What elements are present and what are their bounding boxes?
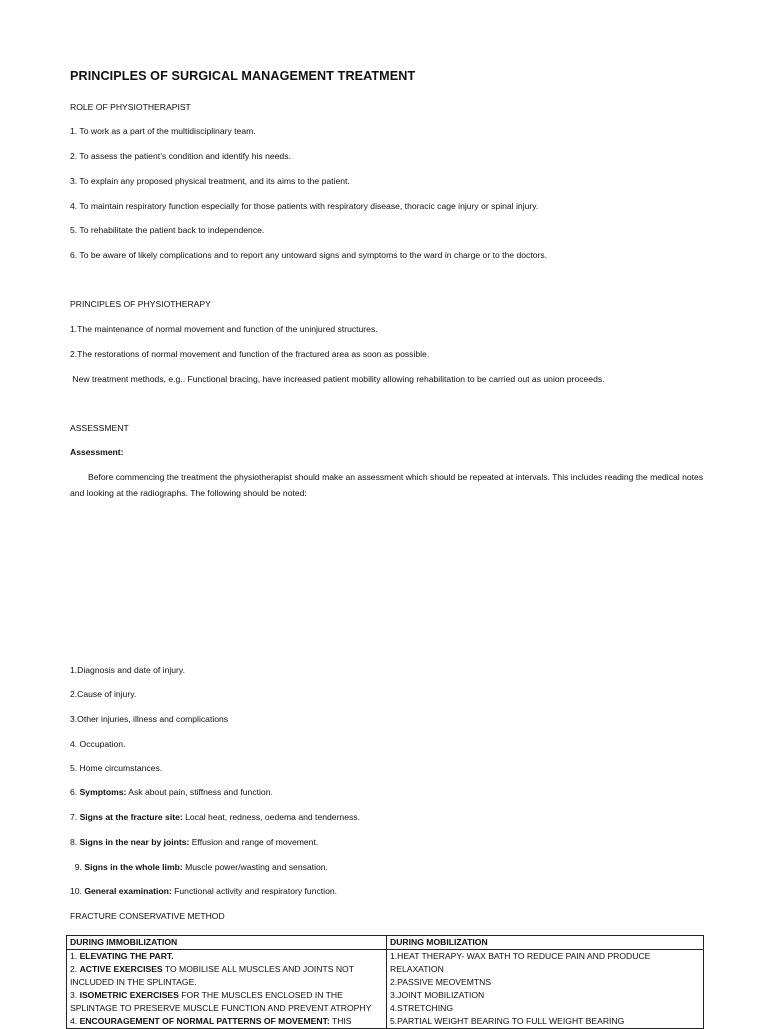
immobilization-line: 3. ISOMETRIC EXERCISES FOR THE MUSCLES ENCLOSED IN THE xyxy=(70,990,343,1000)
assessment-paragraph: Before commencing the treatment the physiotherapist should make an assessment which should be repeated at intervals. This includes reading the medical notes and looking at the radiographs. The following should be noted: xyxy=(70,472,704,498)
immobilization-line: SPLINTAGE TO PRESERVE MUSCLE FUNCTION AND PREVENT ATROPHY xyxy=(70,1003,372,1013)
assessment-item: 3.Other injuries, illness and complications xyxy=(70,714,229,724)
principles-item: 2.The restorations of normal movement and function of the fractured area as soon as possible. xyxy=(70,349,430,359)
assessment-item: 5. Home circumstances. xyxy=(70,763,163,773)
table-header-row xyxy=(67,936,704,950)
role-item: 3. To explain any proposed physical treatment, and its aims to the patient. xyxy=(70,176,350,186)
role-item: 4. To maintain respiratory function especially for those patients with respiratory disease, thoracic cage injury or spinal injury. xyxy=(70,201,539,211)
role-item: 6. To be aware of likely complications and to report any untoward signs and symptoms to the ward in charge or to the doctors. xyxy=(70,250,548,260)
immobilization-line: INCLUDED IN THE SPLINTAGE. xyxy=(70,977,197,987)
assessment-heading: ASSESSMENT xyxy=(70,423,129,433)
role-item: 2. To assess the patient’s condition and identify his needs. xyxy=(70,151,291,161)
mobilization-line: 4.STRETCHING xyxy=(390,1003,454,1013)
immobilization-line: 1. ELEVATING THE PART. xyxy=(70,951,174,961)
assessment-item: 4. Occupation. xyxy=(70,739,126,749)
immobilization-line: 4. ENCOURAGEMENT OF NORMAL PATTERNS OF MOVEMENT: THIS xyxy=(70,1016,352,1026)
assessment-item: 7. Signs at the fracture site: Local heat, redness, oedema and tenderness. xyxy=(70,812,360,822)
mobilization-line: 2.PASSIVE MEOVEMTNS xyxy=(390,977,492,987)
mobilization-line: 5.PARTIAL WEIGHT BEARING TO FULL WEIGHT BEARING xyxy=(390,1016,625,1026)
column-header-mobilization: DURING MOBILIZATION xyxy=(387,936,704,950)
assessment-item: 9. Signs in the whole limb: Muscle power/wasting and sensation. xyxy=(70,862,328,872)
mobilization-line: 1.HEAT THERAPY- WAX BATH TO REDUCE PAIN AND PRODUCE xyxy=(390,951,651,961)
mobilization-cell xyxy=(387,950,704,1029)
mobilization-line: RELAXATION xyxy=(390,964,444,974)
mobilization-line: 3.JOINT MOBILIZATION xyxy=(390,990,485,1000)
role-item: 1. To work as a part of the multidisciplinary team. xyxy=(70,126,256,136)
role-heading: ROLE OF PHYSIOTHERAPIST xyxy=(70,102,191,112)
assessment-item: 10. General examination: Functional activity and respiratory function. xyxy=(70,886,338,896)
principles-item: 1.The maintenance of normal movement and function of the uninjured structures. xyxy=(70,324,378,334)
assessment-item: 2.Cause of injury. xyxy=(70,689,137,699)
principles-heading: PRINCIPLES OF PHYSIOTHERAPY xyxy=(70,299,211,309)
conservative-heading: FRACTURE CONSERVATIVE METHOD xyxy=(70,911,225,921)
assessment-item: 1.Diagnosis and date of injury. xyxy=(70,665,185,675)
immobilization-cell xyxy=(67,950,387,1029)
immobilization-line: 2. ACTIVE EXERCISES TO MOBILISE ALL MUSCLES AND JOINTS NOT xyxy=(70,964,354,974)
conservative-table xyxy=(66,935,704,1029)
principles-item: New treatment methods, e.g.. Functional bracing, have increased patient mobility allowing rehabilitation to be carried out as union proceeds. xyxy=(70,374,605,384)
page-title: PRINCIPLES OF SURGICAL MANAGEMENT TREATMENT xyxy=(70,69,416,83)
column-header-immobilization: DURING IMMOBILIZATION xyxy=(67,936,387,950)
table-row xyxy=(67,950,704,1029)
assessment-subheading: Assessment: xyxy=(70,447,124,457)
assessment-item: 6. Symptoms: Ask about pain, stiffness and function. xyxy=(70,787,273,797)
assessment-item: 8. Signs in the near by joints: Effusion and range of movement. xyxy=(70,837,319,847)
role-item: 5. To rehabilitate the patient back to independence. xyxy=(70,225,265,235)
